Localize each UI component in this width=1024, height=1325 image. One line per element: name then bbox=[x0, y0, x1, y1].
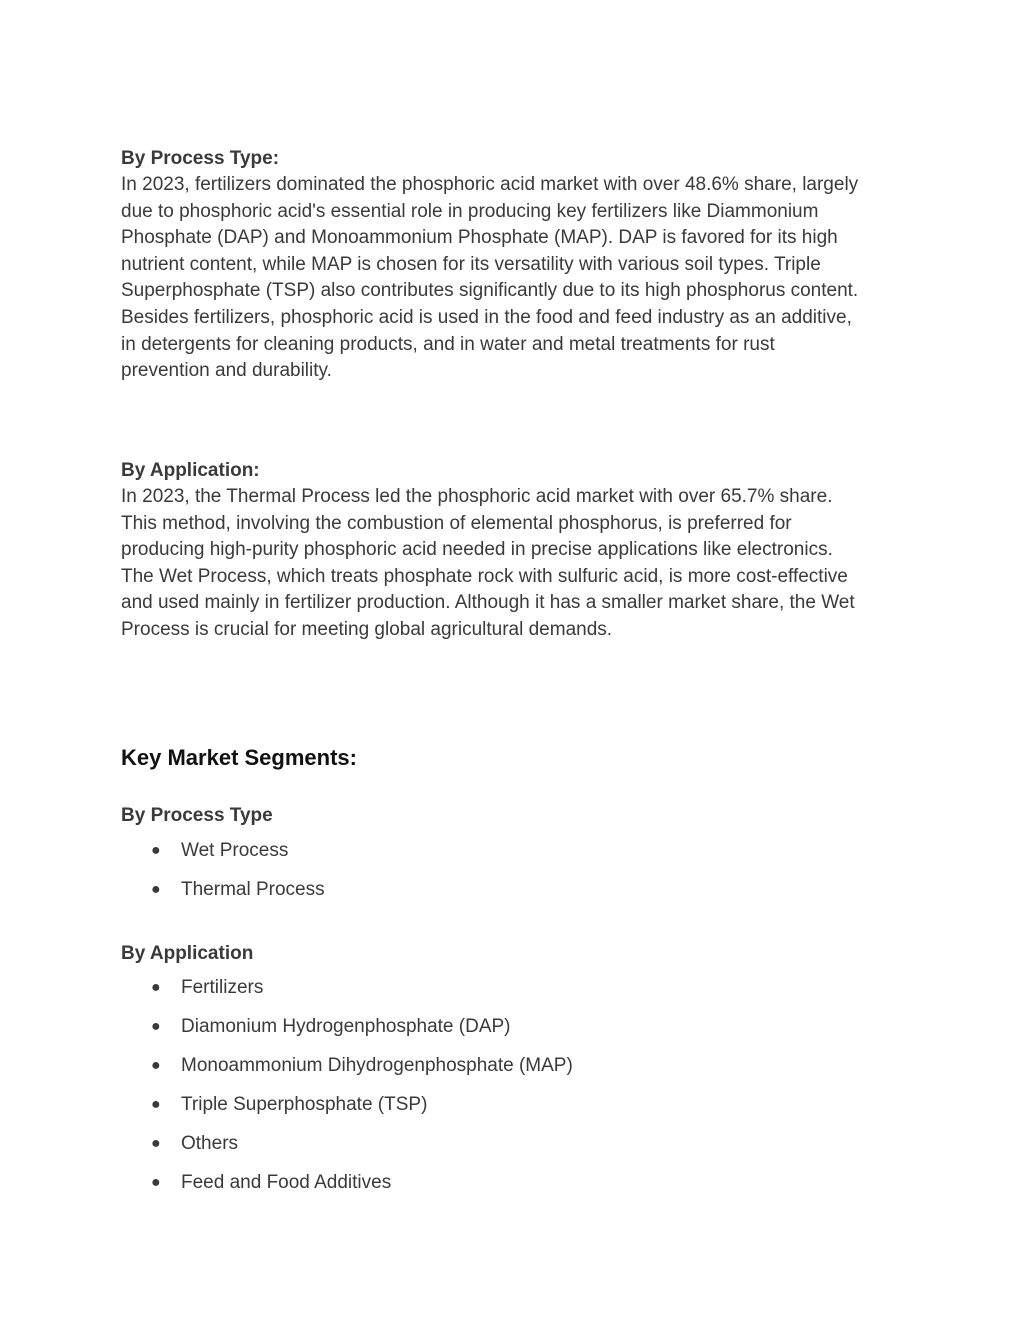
paragraph-line: in detergents for cleaning products, and in water and metal treatments for rust bbox=[121, 333, 775, 355]
paragraph-line: Process is crucial for meeting global agricultural demands. bbox=[121, 618, 613, 640]
paragraph-line: producing high-purity phosphoric acid needed in precise applications like electronics. bbox=[121, 539, 833, 561]
key-segments-heading: Key Market Segments: bbox=[121, 745, 357, 770]
bullet-icon: ● bbox=[151, 842, 161, 859]
paragraph-line: prevention and durability. bbox=[121, 360, 332, 382]
section-title-process-type: By Process Type: bbox=[121, 148, 280, 169]
list-item-label: Thermal Process bbox=[181, 879, 325, 900]
list-item-label: Fertilizers bbox=[181, 977, 264, 998]
bullet-icon: ● bbox=[151, 979, 161, 996]
bullet-icon: ● bbox=[151, 1057, 161, 1074]
list-item-label: Diamonium Hydrogenphosphate (DAP) bbox=[181, 1016, 511, 1037]
paragraph-line: This method, involving the combustion of elemental phosphorus, is preferred for bbox=[121, 512, 792, 534]
bullet-icon: ● bbox=[151, 1135, 161, 1152]
paragraph-line: Superphosphate (TSP) also contributes significantly due to its high phosphorus content. bbox=[121, 280, 859, 302]
paragraph-line: Besides fertilizers, phosphoric acid is used in the food and feed industry as an additive, bbox=[121, 306, 852, 328]
list-item-label: Triple Superphosphate (TSP) bbox=[181, 1094, 428, 1115]
section-paragraph-process-type bbox=[121, 172, 911, 385]
paragraph-line: due to phosphoric acid's essential role in producing key fertilizers like Diammonium bbox=[121, 200, 819, 222]
bullet-icon: ● bbox=[151, 881, 161, 898]
section-paragraph-application bbox=[121, 484, 911, 644]
bullet-icon: ● bbox=[151, 1018, 161, 1035]
paragraph-line: nutrient content, while MAP is chosen for its versatility with various soil types. Triple bbox=[121, 253, 821, 275]
paragraph-line: and used mainly in fertilizer production. Although it has a smaller market share, the Wet bbox=[121, 592, 855, 614]
bullet-icon: ● bbox=[151, 1096, 161, 1113]
list-item-label: Feed and Food Additives bbox=[181, 1172, 392, 1193]
list-item-label: Others bbox=[181, 1133, 239, 1154]
section-title-application: By Application: bbox=[121, 460, 260, 481]
list-item-label: Monoammonium Dihydrogenphosphate (MAP) bbox=[181, 1055, 573, 1076]
paragraph-line: The Wet Process, which treats phosphate rock with sulfuric acid, is more cost-effective bbox=[121, 565, 848, 587]
paragraph-line: Phosphate (DAP) and Monoammonium Phosphate (MAP). DAP is favored for its high bbox=[121, 227, 838, 249]
paragraph-line: In 2023, the Thermal Process led the phosphoric acid market with over 65.7% share. bbox=[121, 486, 833, 507]
list-item-label: Wet Process bbox=[181, 840, 289, 861]
segment-title-process-type: By Process Type bbox=[121, 805, 273, 826]
paragraph-line: In 2023, fertilizers dominated the phosphoric acid market with over 48.6% share, largely bbox=[121, 174, 859, 195]
segment-title-application: By Application bbox=[121, 943, 254, 964]
bullet-icon: ● bbox=[151, 1174, 161, 1191]
